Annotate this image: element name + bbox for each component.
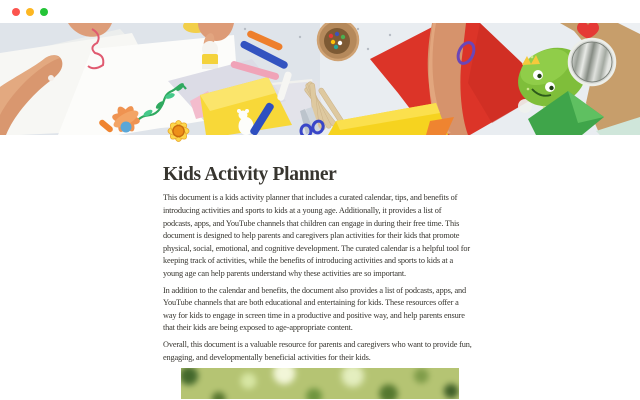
content-image-foliage[interactable]: [181, 368, 459, 399]
cover-image[interactable]: [0, 23, 640, 135]
text-line: In addition to the calendar and benefits, the document also provides a list of podcasts, apps, and: [163, 285, 467, 295]
text-line: engaging, and developmentally beneficial activities for their kids.: [163, 352, 371, 362]
close-button[interactable]: [12, 8, 20, 16]
text-line: that their kids are being exposed to age-appropriate content.: [163, 323, 353, 333]
zoom-button[interactable]: [40, 8, 48, 16]
text-line: keeping track of activities, while the benefits of introducing activities and sports to kids at a: [163, 256, 454, 266]
text-line: Overall, this document is a valuable resource for parents and caregivers who want to provide fun,: [163, 339, 472, 349]
page-title[interactable]: Kids Activity Planner: [163, 164, 337, 185]
foliage-blur: [181, 368, 459, 399]
text-line: physical, social, emotional, and cognitive development. The curated calendar is a helpful tool for: [163, 243, 471, 253]
text-line: document is designed to help parents and caregivers plan activities for their kids that promote: [163, 231, 460, 241]
window-titlebar: [0, 0, 640, 23]
page-icon-flower[interactable]: [163, 115, 194, 146]
text-line: young age can help parents understand why these activities are so important.: [163, 268, 406, 278]
paragraph-2[interactable]: [163, 285, 477, 335]
text-line: way for kids to engage in screen time in a productive and positive way, and help parents ensure: [163, 310, 465, 320]
text-line: introducing activities and sports to kids at a young age. Additionally, it provides a list of: [163, 205, 442, 215]
paragraph-3[interactable]: [163, 339, 477, 364]
blossom-flower-icon: [163, 115, 194, 146]
document-body: [163, 163, 477, 399]
minimize-button[interactable]: [26, 8, 34, 16]
text-line: YouTube channels that are both educational and entertaining for kids. These resources offer a: [163, 298, 459, 308]
text-line: This document is a kids activity planner that includes a curated calendar, tips, and benefits of: [163, 193, 458, 203]
text-line: podcasts, apps, and YouTube channels that children can engage in during their free time. This: [163, 218, 460, 228]
cover-photo-kids-crafts: [0, 23, 640, 135]
paragraph-1[interactable]: [163, 192, 477, 280]
